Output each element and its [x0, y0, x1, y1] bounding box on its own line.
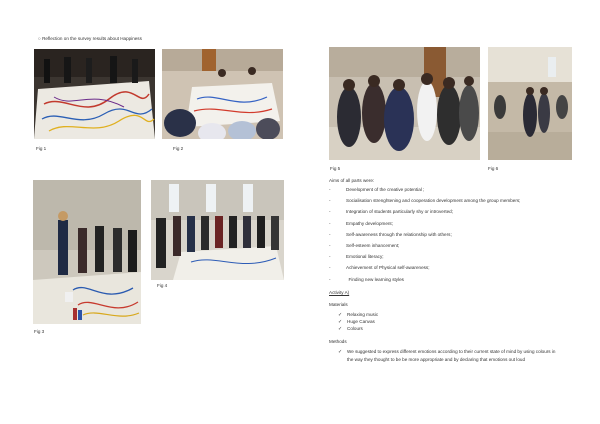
heading-marker: ○ — [38, 36, 41, 41]
bullet-dash: - — [329, 242, 331, 248]
aims-item-text: Emotional literacy; — [346, 254, 384, 260]
heading-text: Reflection on the survey results about Happiness — [42, 36, 142, 41]
aims-item-text: Development of the creative potential ; — [346, 187, 425, 192]
bullet-dash: - — [329, 265, 331, 271]
aims-item — [329, 277, 589, 288]
fig3-caption: Fig 3 — [34, 329, 45, 334]
bullet-dash: - — [329, 254, 331, 260]
aims-item — [329, 209, 589, 220]
check-icon: ✓ — [338, 349, 343, 355]
fig2-caption: Fig 2 — [173, 146, 184, 151]
check-icon: ✓ — [338, 326, 343, 332]
methods-title: Methods — [329, 339, 347, 344]
materials-item — [338, 319, 375, 326]
aims-item — [329, 265, 589, 276]
materials-list — [338, 312, 379, 333]
photo-fig6 — [488, 47, 572, 160]
aims-item-text: Finding new learning styles — [346, 276, 404, 282]
fig1-caption: Fig 1 — [36, 146, 47, 151]
bullet-dash: - — [329, 276, 331, 282]
methods-line-2: the way they thought to be be more appropriate and by declaring that emotions out loud — [347, 357, 525, 362]
aims-item — [329, 232, 589, 243]
aims-item-text: Socialisation strenghtening and cooperation development among the group members; — [346, 198, 521, 204]
fig4-caption: Fig 4 — [157, 283, 168, 288]
methods-list — [338, 349, 588, 363]
aims-item — [329, 254, 589, 265]
photo-fig3 — [33, 180, 141, 324]
aims-item — [329, 198, 589, 209]
methods-line-1: We suggested to express different emotions according to their current state of mind by using colours in — [347, 349, 556, 354]
bullet-dash: - — [329, 220, 331, 226]
materials-item-text: Relaxing music — [347, 312, 379, 317]
photo-fig2 — [162, 49, 283, 139]
check-icon: ✓ — [338, 312, 343, 318]
bullet-dash: - — [329, 187, 331, 192]
materials-item — [338, 326, 363, 333]
photo-fig1 — [34, 49, 155, 139]
materials-item-text: Colours — [347, 326, 363, 331]
section-heading — [38, 36, 142, 42]
photo-fig4 — [151, 180, 284, 280]
activity-label: Activity A) — [329, 290, 350, 295]
bullet-dash: - — [329, 231, 331, 237]
aims-item-text: Empathy development; — [346, 220, 393, 226]
materials-item-text: Huge Canvas — [347, 319, 375, 324]
aims-item-text: Integration of students particularly shy or introverted; — [346, 209, 453, 215]
fig5-caption: Fig 5 — [330, 166, 341, 171]
fig6-caption: Fig 6 — [488, 166, 499, 171]
aims-list — [329, 187, 589, 288]
aims-item — [329, 243, 589, 254]
aims-item-text: Self-esteem inhancement; — [346, 242, 400, 248]
aims-item-text: Achievement of Physical self-awareness; — [346, 265, 430, 271]
aims-item — [329, 187, 589, 198]
check-icon: ✓ — [338, 319, 343, 325]
materials-title: Materials — [329, 302, 348, 307]
aims-item-text: Self-awareness through the relationship with others; — [346, 231, 452, 237]
methods-item — [338, 349, 588, 355]
materials-item — [338, 312, 379, 319]
bullet-dash: - — [329, 198, 331, 204]
aims-title: Aims of all parts were: — [329, 178, 375, 183]
photo-fig5 — [329, 47, 480, 160]
bullet-dash: - — [329, 209, 331, 215]
aims-item — [329, 221, 589, 232]
